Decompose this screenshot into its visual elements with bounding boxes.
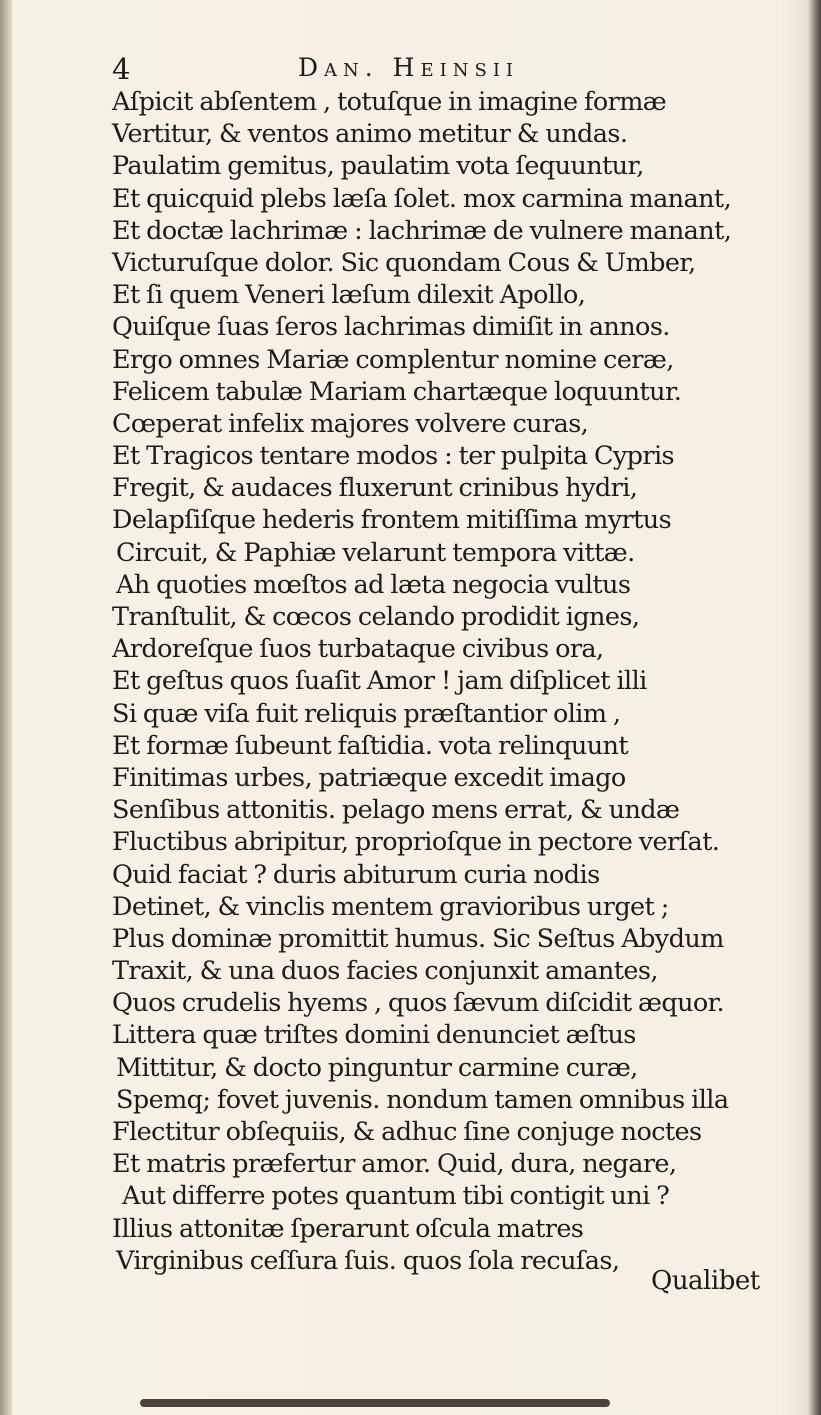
verse-line: Vertitur, & ventos animo metitur & undas. (112, 119, 628, 150)
verse-line: Ah quoties mœſtos ad læta negocia vultus (116, 569, 631, 600)
verse-line: Traxit, & una duos facies conjunxit amantes, (112, 956, 658, 987)
catchword: Qualibet (651, 1266, 760, 1296)
running-head: Dan. Heinsii (298, 53, 520, 82)
bottom-page-edge (140, 1399, 610, 1407)
verse-line: Et formæ ſubeunt faſtidia. vota relinquunt (112, 730, 629, 761)
page-number: 4 (112, 52, 131, 86)
verse-line: Et geſtus quos ſuaſit Amor ! jam diſplicet illi (112, 666, 647, 697)
verse-text-block (112, 86, 772, 1277)
verse-line: Si quæ viſa fuit reliquis præſtantior olim , (112, 698, 621, 729)
verse-line: Littera quæ triſtes domini denunciet æſtus (112, 1020, 636, 1051)
verse-line: Detinet, & vinclis mentem gravioribus urget ; (112, 891, 669, 922)
verse-line: Senſibus attonitis. pelago mens errat, & undæ (112, 795, 680, 826)
verse-line: Et quicquid plebs læſa ſolet. mox carmina manant, (112, 183, 732, 214)
verse-line: Et ſi quem Veneri læſum dilexit Apollo, (112, 280, 586, 311)
verse-line: Virginibus ceſſura ſuis. quos ſola recuſas, (116, 1245, 620, 1276)
verse-line: Spemq; fovet juvenis. nondum tamen omnibus illa (116, 1084, 729, 1115)
verse-line: Plus dominæ promittit humus. Sic Seſtus Abydum (112, 923, 724, 954)
verse-line: Fluctibus abripitur, proprioſque in pectore verſat. (112, 827, 720, 858)
page-edge-shadow (807, 0, 821, 1415)
verse-line: Flectitur obſequiis, & adhuc ſine conjuge noctes (112, 1117, 702, 1147)
verse-line: Felicem tabulæ Mariam chartæque loquuntur. (112, 376, 682, 407)
verse-line: Et matris præfertur amor. Quid, dura, negare, (112, 1149, 677, 1180)
verse-line: Aut differre potes quantum tibi contigit uni ? (122, 1181, 670, 1212)
verse-line: Quos crudelis hyems , quos ſævum diſcidit æquor. (112, 988, 724, 1019)
verse-line: Aſpicit abſentem , totuſque in imagine formæ (112, 87, 667, 117)
page-gutter-shadow (0, 0, 12, 1415)
verse-line: Circuit, & Paphiæ velarunt tempora vittæ. (116, 537, 635, 568)
verse-line: Ardoreſque ſuos turbataque civibus ora, (112, 634, 604, 665)
verse-line: Tranſtulit, & cœcos celando prodidit ignes, (112, 602, 640, 632)
verse-line: Mittitur, & docto pinguntur carmine curæ, (116, 1052, 638, 1083)
verse-line: Quid faciat ? duris abiturum curia nodis (112, 859, 600, 890)
verse-line: Paulatim gemitus, paulatim vota ſequuntur, (112, 151, 644, 182)
verse-line: Et Tragicos tentare modos : ter pulpita Cypris (112, 441, 675, 472)
verse-line: Delapſiſque hederis frontem mitiſſima myrtus (112, 505, 672, 536)
verse-line: Victuruſque dolor. Sic quondam Cous & Umber, (112, 247, 696, 278)
verse-line: Cœperat infelix majores volvere curas, (112, 408, 589, 439)
verse-line: Illius attonitæ ſperarunt oſcula matres (112, 1213, 584, 1244)
verse-line: Finitimas urbes, patriæque excedit imago (112, 762, 626, 793)
verse-line: Ergo omnes Mariæ complentur nomine ceræ, (112, 344, 674, 375)
verse-line: Et doctæ lachrimæ : lachrimæ de vulnere manant, (112, 215, 732, 246)
verse-line: Fregit, & audaces fluxerunt crinibus hydri, (112, 473, 638, 504)
verse-line: Quiſque ſuas ſeros lachrimas dimiſit in annos. (112, 312, 670, 343)
